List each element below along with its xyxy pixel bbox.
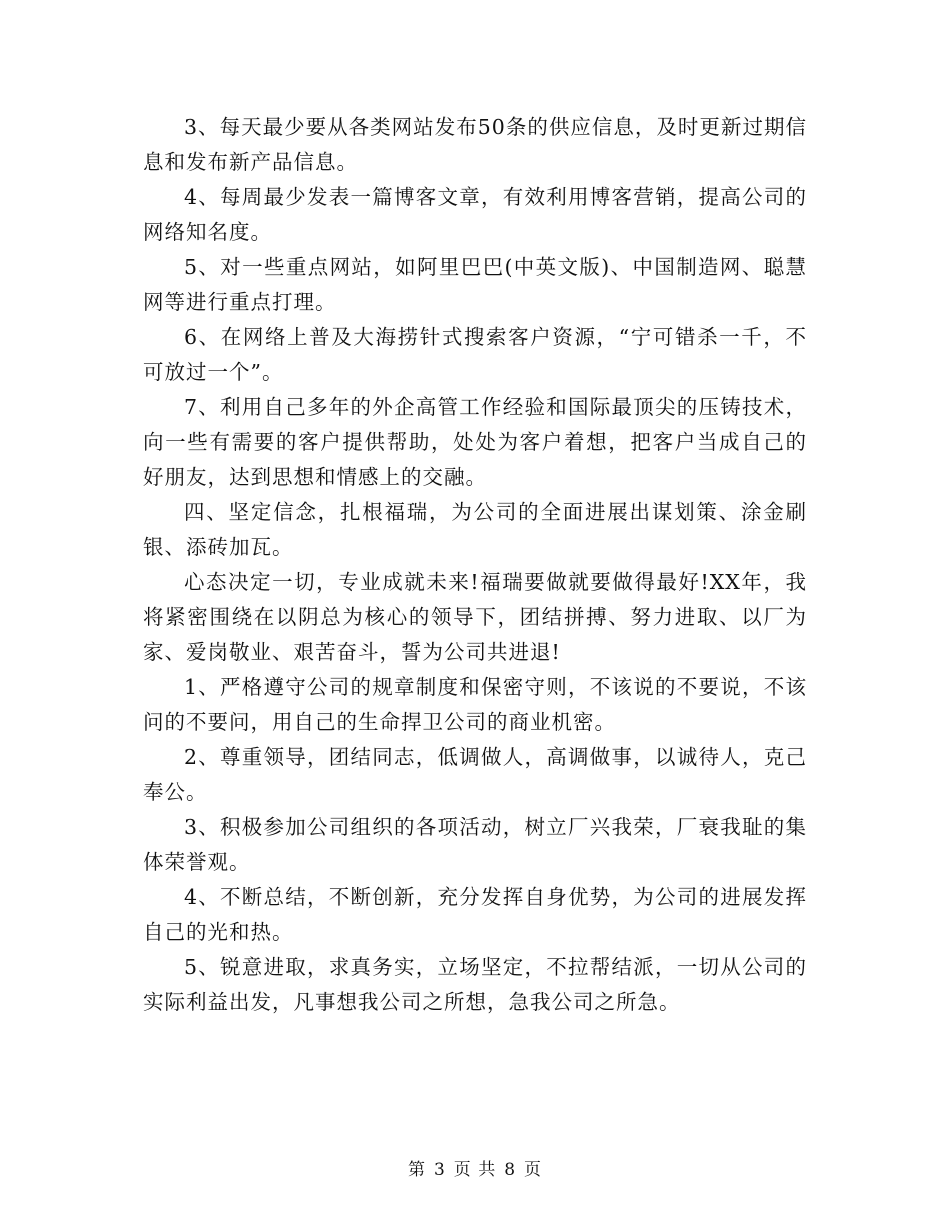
paragraph-item-4-blog: 4、每周最少发表一篇博客文章，有效利用博客营销，提高公司的网络知名度。 [143, 185, 807, 244]
paragraph-item-7-experience: 7、利用自己多年的外企高管工作经验和国际最顶尖的压铸技术，向一些有需要的客户提供帮助，处处为客户着想，把客户当成自己的好朋友，达到思想和情感上的交融。 [143, 395, 807, 489]
paragraph-item-2-respect: 2、尊重领导，团结同志，低调做人，高调做事，以诚待人，克己奉公。 [143, 745, 807, 804]
paragraph-item-3-supply-info: 3、每天最少要从各类网站发布50条的供应信息，及时更新过期信息和发布新产品信息。 [143, 115, 807, 174]
paragraph-attitude: 心态决定一切，专业成就未来!福瑞要做就要做得最好!XX年，我将紧密围绕在以阴总为核心的领导下，团结拼搏、努力进取、以厂为家、爱岗敬业、艰苦奋斗，誓为公司共进退! [143, 570, 807, 664]
paragraph-item-1-confidentiality: 1、严格遵守公司的规章制度和保密守则，不该说的不要说，不该问的不要问，用自己的生命捍卫公司的商业机密。 [143, 675, 807, 734]
document-body [143, 110, 807, 1020]
page-footer [0, 1155, 950, 1180]
page-number-current: 3 [433, 1160, 446, 1180]
page-number-total: 8 [504, 1160, 517, 1180]
paragraph-item-6-search: 6、在网络上普及大海捞针式搜索客户资源，“宁可错杀一千，不可放过一个”。 [143, 325, 807, 384]
paragraph-item-5-progress: 5、锐意进取，求真务实，立场坚定，不拉帮结派，一切从公司的实际利益出发，凡事想我公司之所想，急我公司之所急。 [143, 955, 807, 1014]
page-number-suffix: 页 [524, 1160, 543, 1180]
section-heading-four: 四、坚定信念，扎根福瑞，为公司的全面进展出谋划策、涂金刷银、添砖加瓦。 [143, 500, 807, 559]
page-number-middle: 页 共 [453, 1160, 497, 1180]
paragraph-item-4-innovation: 4、不断总结，不断创新，充分发挥自身优势，为公司的进展发挥自己的光和热。 [143, 885, 807, 944]
page-number-prefix: 第 [407, 1160, 426, 1180]
paragraph-item-5-key-sites: 5、对一些重点网站，如阿里巴巴(中英文版)、中国制造网、聪慧网等进行重点打理。 [143, 255, 807, 314]
paragraph-item-3-activities: 3、积极参加公司组织的各项活动，树立厂兴我荣，厂衰我耻的集体荣誉观。 [143, 815, 807, 874]
